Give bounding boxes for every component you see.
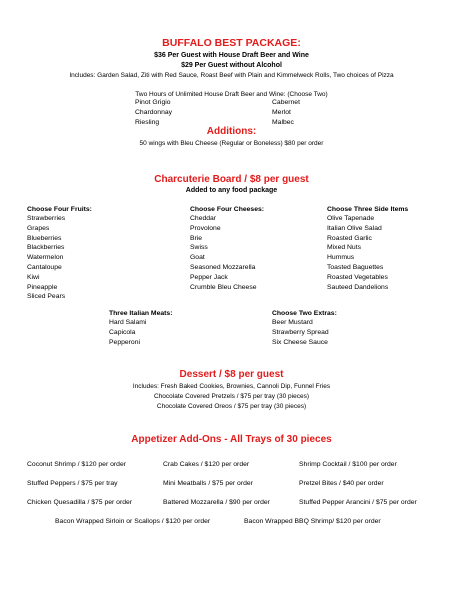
list-item: Blackberries — [27, 244, 65, 252]
appetizer-item: Stuffed Pepper Arancini / $75 per order — [299, 499, 417, 506]
appetizer-item: Mini Meatballs / $75 per order — [163, 480, 253, 487]
list-item: Pepperoni — [109, 338, 140, 346]
appetizer-item: Battered Mozzarella / $90 per order — [163, 499, 270, 506]
list-item: Hummus — [327, 254, 355, 262]
list-item: Cheddar — [190, 215, 217, 222]
list-item: Swiss — [190, 244, 208, 252]
list-item: Toasted Baguettes — [327, 263, 384, 271]
list-item: Roasted Vegetables — [327, 273, 388, 281]
wine-item: Merlot — [272, 108, 291, 116]
list-item: Beer Mustard — [272, 319, 313, 326]
extras-column — [272, 310, 337, 347]
appetizer-item: Pretzel Bites / $40 per order — [299, 480, 384, 487]
charcuterie-title: Charcuterie Board / $8 per guest — [154, 174, 309, 185]
list-item: Provolone — [190, 224, 221, 232]
charcuterie-subtitle: Added to any food package — [185, 187, 278, 194]
sides-column — [327, 206, 408, 292]
package-title: BUFFALO BEST PACKAGE: — [162, 37, 301, 49]
dessert-line: Chocolate Covered Oreos / $75 per tray (30 pieces) — [156, 403, 307, 410]
list-item: Pepper Jack — [190, 273, 228, 281]
cheeses-heading: Choose Four Cheeses: — [190, 206, 265, 213]
list-item: Olive Tapenade — [327, 215, 375, 222]
dessert-title: Dessert / $8 per guest — [179, 369, 284, 380]
list-item: Roasted Garlic — [327, 234, 372, 242]
additions-title: Additions: — [206, 126, 257, 137]
wine-item: Cabernet — [272, 99, 300, 106]
list-item: Capicola — [109, 328, 136, 336]
list-item: Hard Salami — [109, 319, 147, 326]
list-item: Grapes — [27, 224, 50, 232]
list-item: Crumble Bleu Cheese — [190, 283, 257, 291]
list-item: Sauteed Dandelions — [327, 283, 389, 291]
beer-wine-heading: Two Hours of Unlimited House Draft Beer and Wine: (Choose Two) — [135, 91, 328, 98]
list-item: Strawberries — [27, 215, 66, 222]
appetizer-item: Stuffed Peppers / $75 per tray — [27, 480, 118, 487]
list-item: Sliced Pears — [27, 293, 66, 301]
package-includes: Includes: Garden Salad, Ziti with Red Sauce, Roast Beef with Plain and Kimmelweck Rolls, Two choices of Pizza — [69, 72, 394, 79]
wine-item: Pinot Grigio — [135, 99, 171, 106]
appetizers-title: Appetizer Add-Ons - All Trays of 30 pieces — [131, 434, 332, 445]
list-item: Brie — [190, 234, 203, 242]
list-item: Seasoned Mozzarella — [190, 263, 256, 271]
appetizer-item: Bacon Wrapped BBQ Shrimp/ $120 per order — [244, 518, 381, 525]
list-item: Mixed Nuts — [327, 244, 361, 252]
wine-item: Chardonnay — [135, 108, 173, 116]
meats-column — [109, 310, 172, 347]
sides-heading: Choose Three Side Items — [327, 206, 409, 213]
additions-text: 50 wings with Bleu Cheese (Regular or Boneless) $80 per order — [139, 140, 324, 147]
appetizer-item: Shrimp Cocktail / $100 per order — [299, 461, 397, 468]
appetizer-item: Crab Cakes / $120 per order — [163, 461, 250, 468]
list-item: Watermelon — [27, 254, 64, 262]
list-item: Italian Olive Salad — [327, 224, 382, 232]
wine-item: Malbec — [272, 118, 294, 126]
list-item: Six Cheese Sauce — [272, 338, 328, 346]
list-item: Strawberry Spread — [272, 328, 329, 336]
list-item: Kiwi — [27, 273, 40, 281]
fruits-heading: Choose Four Fruits: — [27, 206, 92, 213]
wine-item: Riesling — [135, 118, 160, 126]
appetizer-item: Coconut Shrimp / $120 per order — [27, 461, 126, 468]
meats-heading: Three Italian Meats: — [109, 310, 173, 317]
list-item: Blueberries — [27, 234, 62, 242]
package-price-no-alcohol: $29 Per Guest without Alcohol — [181, 62, 282, 69]
appetizer-item: Chicken Quesadilla / $75 per order — [27, 499, 133, 506]
wine-list-left — [135, 98, 172, 127]
list-item: Goat — [190, 254, 205, 262]
cheeses-column — [190, 206, 264, 292]
dessert-line: Chocolate Covered Pretzels / $75 per tray (30 pieces) — [154, 393, 309, 400]
list-item: Pineapple — [27, 283, 58, 291]
package-price-alcohol: $36 Per Guest with House Draft Beer and Wine — [154, 52, 309, 59]
list-item: Cantaloupe — [27, 263, 62, 271]
appetizer-item: Bacon Wrapped Sirloin or Scallops / $120 per order — [55, 518, 211, 525]
dessert-line: Includes: Fresh Baked Cookies, Brownies, Cannoli Dip, Funnel Fries — [132, 383, 331, 390]
wine-list-right — [272, 98, 300, 127]
fruits-column — [27, 206, 92, 302]
extras-heading: Choose Two Extras: — [272, 310, 337, 317]
